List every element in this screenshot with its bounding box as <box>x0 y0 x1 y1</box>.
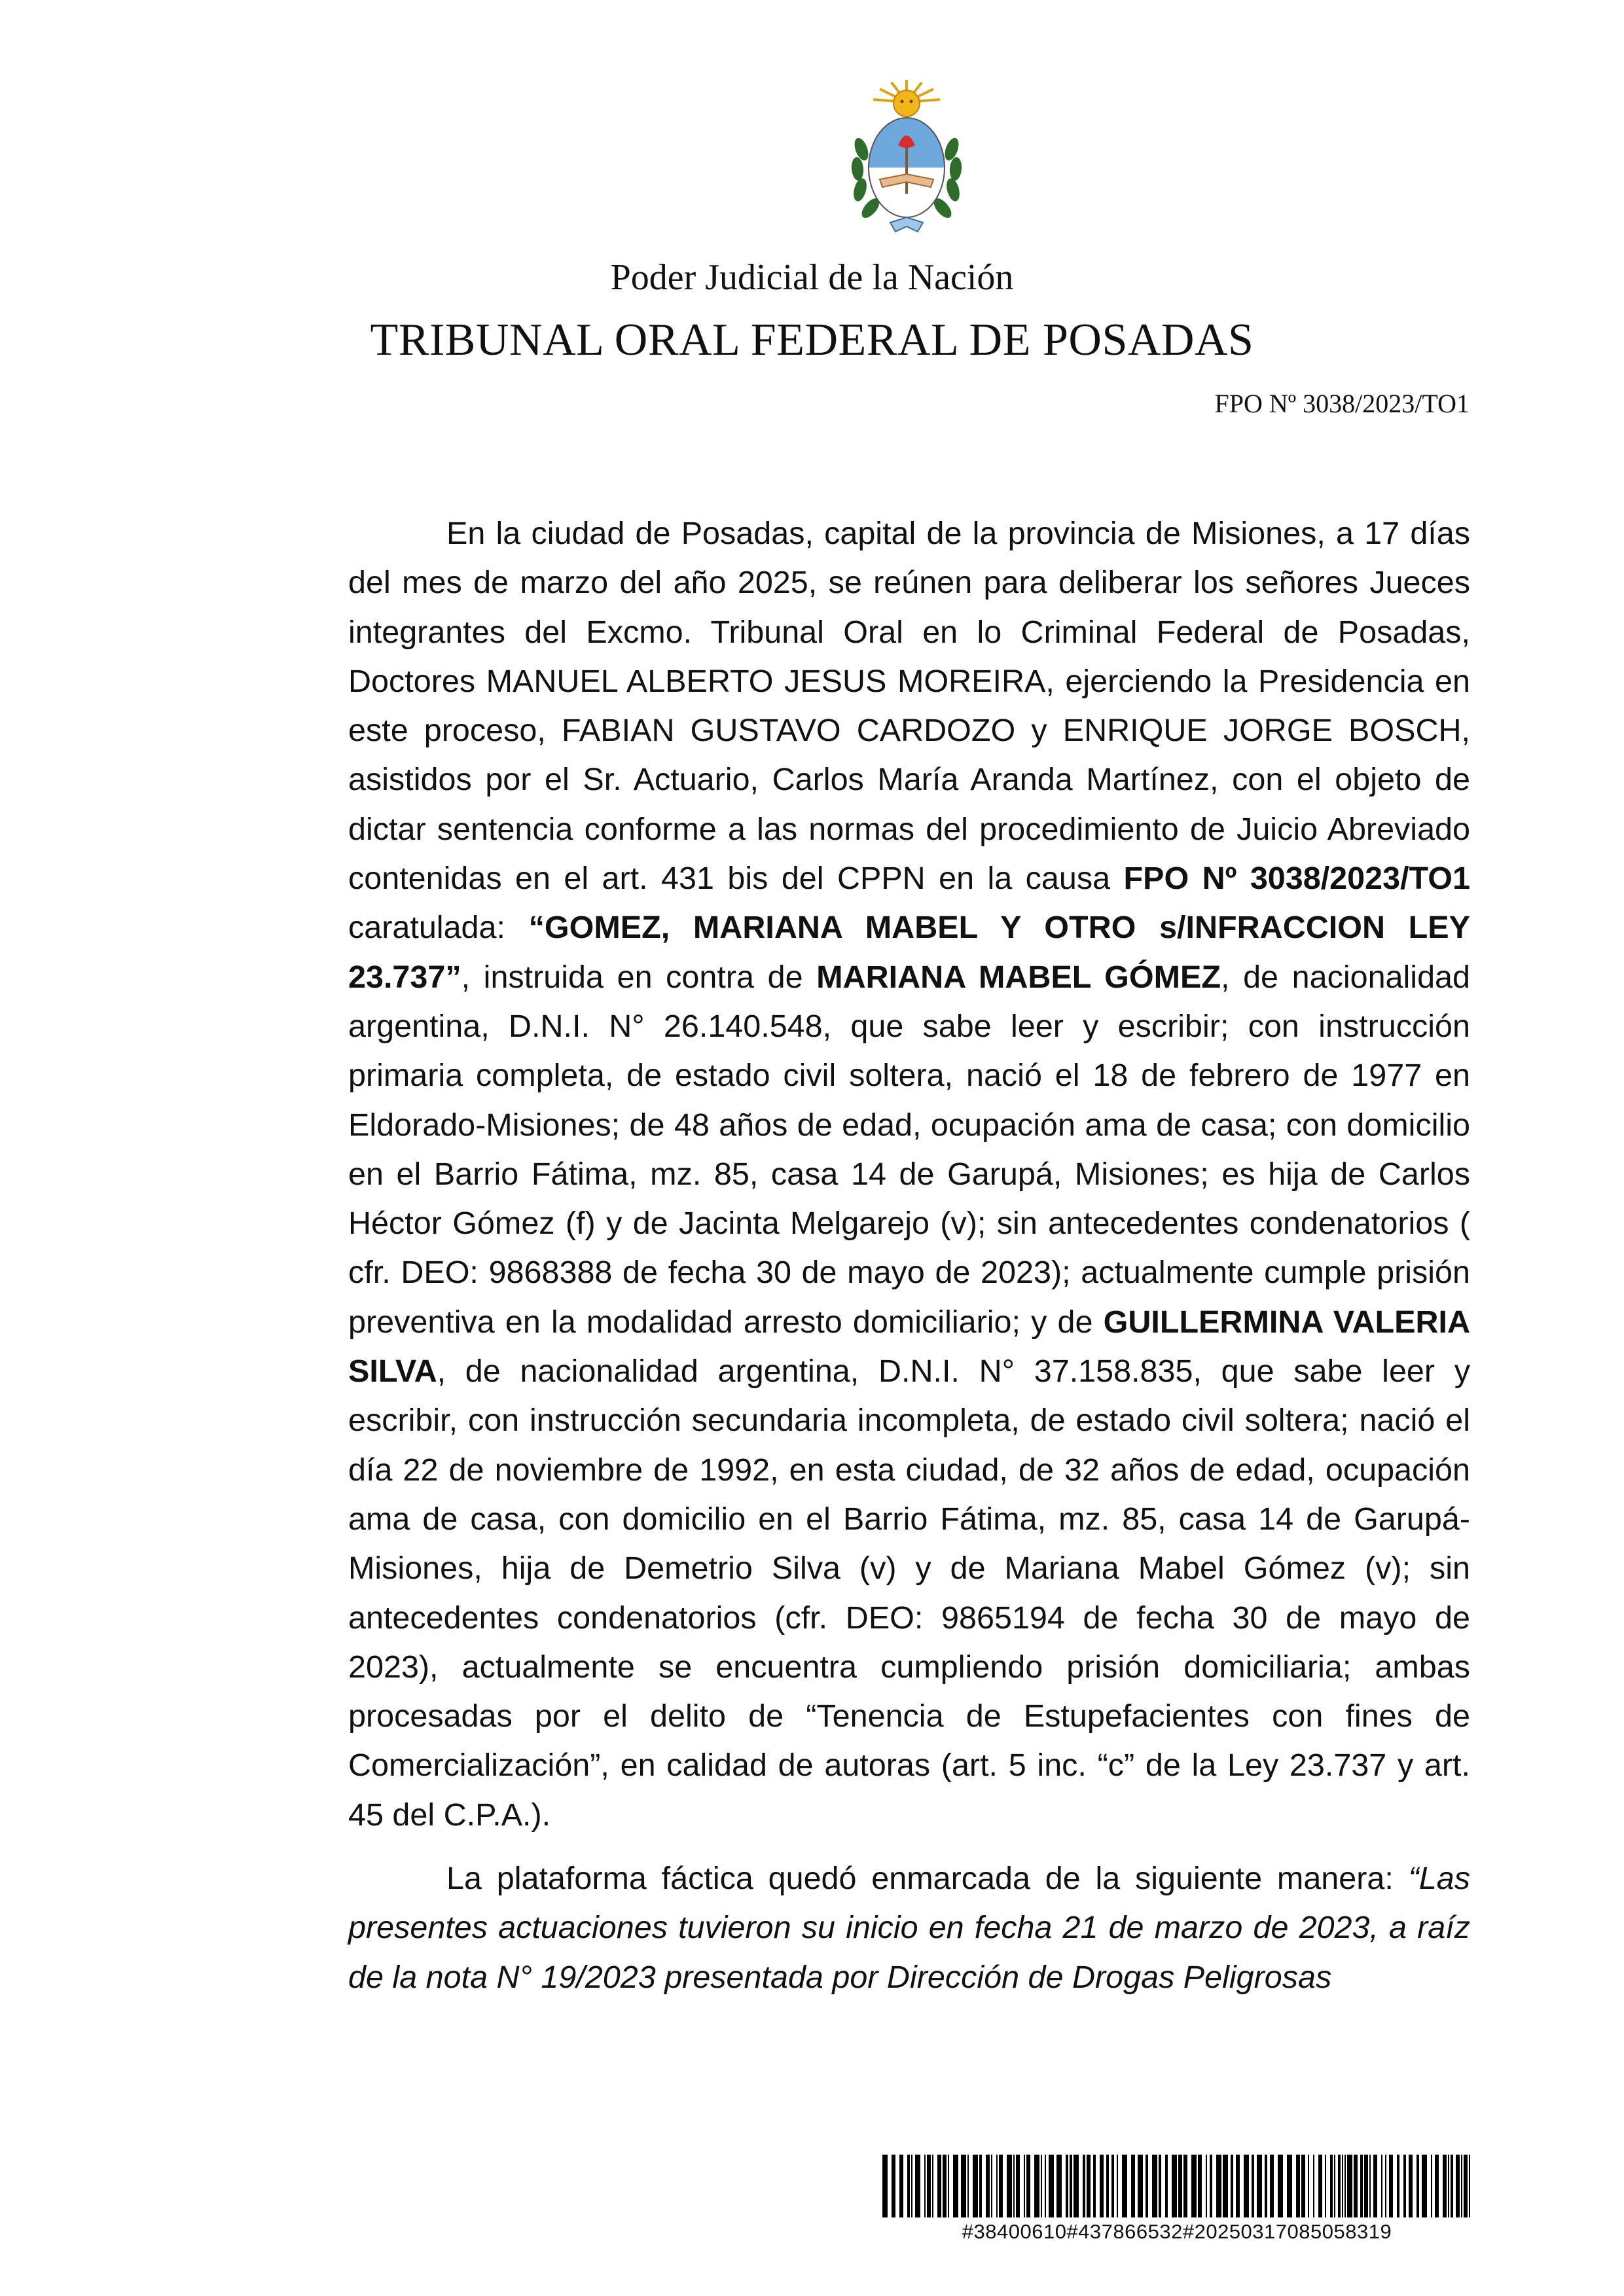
barcode-bar <box>1451 2155 1453 2217</box>
barcode-bar <box>1389 2155 1393 2217</box>
barcode-bar <box>1334 2155 1335 2217</box>
barcode-bar <box>927 2155 931 2217</box>
barcode-bar <box>932 2155 933 2217</box>
barcode-bar <box>1287 2155 1292 2217</box>
barcode-bar <box>1074 2155 1079 2217</box>
barcode-bar <box>967 2155 969 2217</box>
barcode-bar <box>1159 2155 1161 2217</box>
argentina-coat-of-arms-icon <box>839 77 974 241</box>
barcode-bar <box>1049 2155 1054 2217</box>
barcode-bar <box>1296 2155 1300 2217</box>
barcode-bar <box>1117 2155 1118 2217</box>
paragraph-intro <box>348 509 1470 1840</box>
barcode-bar <box>1461 2155 1462 2217</box>
barcode-bar <box>1111 2155 1114 2217</box>
barcode-bar <box>996 2155 998 2217</box>
barcode-bar <box>1448 2155 1449 2217</box>
barcode-bar <box>1066 2155 1068 2217</box>
barcode-bar <box>1122 2155 1127 2217</box>
barcode-bar <box>1252 2155 1254 2217</box>
barcode-bar <box>1016 2155 1020 2217</box>
case-number-bold: FPO Nº 3038/2023/TO1 <box>1123 861 1471 897</box>
barcode-bar <box>1198 2155 1202 2217</box>
barcode-bar <box>911 2155 912 2217</box>
barcode-bar <box>1183 2155 1187 2217</box>
case-title-bold: “GOMEZ, MARIANA MABEL Y OTRO s/INFRACCION LEY 23.737” <box>348 910 1470 995</box>
barcode-bar <box>1131 2155 1135 2217</box>
barcode-bar <box>1034 2155 1039 2217</box>
barcode-bar <box>915 2155 920 2217</box>
barcode-bar <box>1172 2155 1177 2217</box>
barcode-bar <box>1244 2155 1249 2217</box>
barcode-bar <box>999 2155 1003 2217</box>
barcode-bar <box>973 2155 978 2217</box>
barcode-bar <box>1100 2155 1104 2217</box>
barcode-bar <box>1381 2155 1382 2217</box>
defendant-1-name: MARIANA MABEL GÓMEZ <box>816 959 1221 995</box>
barcode-bar <box>1338 2155 1341 2217</box>
barcode-bar <box>1056 2155 1062 2217</box>
barcode-bar <box>1364 2155 1368 2217</box>
case-reference: FPO Nº 3038/2023/TO1 <box>1214 389 1470 418</box>
barcode-bar <box>1278 2155 1283 2217</box>
barcode-bar <box>991 2155 992 2217</box>
barcode-bar <box>1313 2155 1314 2217</box>
barcode-bar <box>1325 2155 1326 2217</box>
barcode-bar <box>1308 2155 1309 2217</box>
barcode-bar <box>1409 2155 1413 2217</box>
barcode-bar <box>1026 2155 1030 2217</box>
barcode-bar <box>1397 2155 1399 2217</box>
barcode-bar <box>1013 2155 1015 2217</box>
barcode-bar <box>1045 2155 1046 2217</box>
barcode-bar <box>1347 2155 1352 2217</box>
barcode-bar <box>1265 2155 1267 2217</box>
barcode-bar <box>1443 2155 1447 2217</box>
defendant-2-name: GUILLERMINA VALERIA SILVA <box>348 1304 1470 1390</box>
barcode-bar <box>899 2155 903 2217</box>
barcode-bar <box>1007 2155 1012 2217</box>
quoted-facts-italic: “Las presentes actuaciones tuvieron su inicio en fecha 21 de marzo de 2023, a raíz de la nota N° 19/2023 presentada por Dirección de Drogas Peligrosas <box>348 1861 1470 1995</box>
barcode-bar <box>1206 2155 1207 2217</box>
barcode-bar <box>1456 2155 1460 2217</box>
barcode-bar <box>961 2155 966 2217</box>
barcode-bar <box>953 2155 958 2217</box>
barcode-bar <box>1231 2155 1233 2217</box>
barcode-bar <box>1216 2155 1221 2217</box>
barcode-bar <box>1223 2155 1228 2217</box>
barcode-bar <box>1106 2155 1109 2217</box>
barcode-bar <box>1431 2155 1432 2217</box>
document-body <box>348 509 1470 2002</box>
barcode-bar <box>1416 2155 1419 2217</box>
barcode-bar <box>1422 2155 1427 2217</box>
barcode-bar <box>979 2155 982 2217</box>
barcode-bar <box>1342 2155 1343 2217</box>
barcode-bar <box>1354 2155 1358 2217</box>
barcode-bar <box>882 2155 888 2217</box>
barcode-bar <box>1236 2155 1240 2217</box>
barcode-bar <box>1257 2155 1262 2217</box>
barcode-bar <box>1403 2155 1406 2217</box>
barcode-bar <box>1469 2155 1470 2217</box>
barcode-bar <box>1146 2155 1148 2217</box>
barcode-bar <box>1270 2155 1274 2217</box>
barcode-bar <box>1024 2155 1025 2217</box>
barcode-bar <box>937 2155 941 2217</box>
barcode-bar <box>1210 2155 1212 2217</box>
text-run: , instruida en contra de <box>461 959 817 995</box>
barcode-bar <box>1385 2155 1386 2217</box>
barcode-bar <box>1083 2155 1085 2217</box>
barcode-bar <box>1165 2155 1168 2217</box>
barcode-bar <box>892 2155 895 2217</box>
barcode-bar <box>1344 2155 1346 2217</box>
text-run: caratulada: <box>348 910 529 946</box>
barcode-bar <box>1330 2155 1333 2217</box>
barcode-bar <box>1191 2155 1197 2217</box>
barcode-text: #38400610#437866532#20250317085058319 <box>962 2220 1392 2243</box>
barcode-bar <box>1138 2155 1143 2217</box>
court-name-heading: TRIBUNAL ORAL FEDERAL DE POSADAS <box>370 315 1254 365</box>
barcode-bar <box>1369 2155 1371 2217</box>
barcode-bar <box>907 2155 910 2217</box>
barcode-bar <box>1070 2155 1072 2217</box>
barcode-bar <box>1464 2155 1468 2217</box>
barcode-icon <box>882 2155 1471 2217</box>
barcode-bar <box>943 2155 947 2217</box>
paragraph-facts <box>348 1854 1470 2002</box>
judicial-power-heading: Poder Judicial de la Nación <box>610 257 1014 298</box>
barcode-bar <box>948 2155 949 2217</box>
barcode-bar <box>1373 2155 1377 2217</box>
barcode-bar <box>1318 2155 1322 2217</box>
barcode-bar <box>1301 2155 1305 2217</box>
text-run: , de nacionalidad argentina, D.N.I. N° 37.158.835, que sabe leer y escribir, con instrucción secundaria incompleta, de estado civil soltera; nació el día 22 de noviembre de 1992, en esta ciudad, de 32 años de edad, ocupación ama de casa, con domicilio en el Barrio Fátima, mz. 85, casa 14 de Garupá-Misiones, hija de Demetrio Silva (v) y de Mariana Mabel Gómez (v); sin antecedentes condenatorios (cfr. DEO: 9865194 de fecha 30 de mayo de 2023), actualmente se encuentra cumpliendo prisión domiciliaria; ambas procesadas por el delito de “Tenencia de Estupefacientes con fines de Comercialización”, en calidad de autoras (art. 5 inc. “c” de la Ley 23.737 y art. 45 del C.P.A.). <box>348 1354 1470 1833</box>
text-run: , de nacionalidad argentina, D.N.I. N° 26.140.548, que sabe leer y escribir; con instrucción primaria completa, de estado civil soltera, nació el 18 de febrero de 1977 en Eldorado-Misiones; de 48 años de edad, ocupación ama de casa; con domicilio en el Barrio Fátima, mz. 85, casa 14 de Garupá, Misiones; es hija de Carlos Héctor Gómez (f) y de Jacinta Melgarejo (v); sin antecedentes condenatorios ( cfr. DEO: 9868388 de fecha 30 de mayo de 2023); actualmente cumple prisión preventiva en la modalidad arresto domiciliario; y de <box>348 959 1471 1340</box>
barcode-bar <box>1360 2155 1363 2217</box>
barcode-bar <box>1087 2155 1091 2217</box>
text-run: La plataforma fáctica quedó enmarcada de la siguiente manera: <box>446 1861 1409 1897</box>
barcode-bar <box>924 2155 926 2217</box>
barcode-bar <box>1041 2155 1042 2217</box>
barcode-bar <box>1178 2155 1182 2217</box>
barcode-bar <box>1093 2155 1096 2217</box>
text-run: En la ciudad de Posadas, capital de la provincia de Misiones, a 17 días del mes de marzo del año 2025, se reúnen para deliberar los señores Jueces integrantes del Excmo. Tribunal Oral en lo Criminal Federal de Posadas, Doctores MANUEL ALBERTO JESUS MOREIRA, ejerciendo la Presidencia en este proceso, FABIAN GUSTAVO CARDOZO y ENRIQUE JORGE BOSCH, asistidos por el Sr. Actuario, Carlos María Aranda Martínez, con el objeto de dictar sentencia conforme a las normas del procedimiento de Juicio Abreviado contenidas en el art. 431 bis del CPPN en la causa <box>348 516 1470 897</box>
barcode-bar <box>1152 2155 1157 2217</box>
barcode-bar <box>1435 2155 1439 2217</box>
barcode-bar <box>986 2155 990 2217</box>
